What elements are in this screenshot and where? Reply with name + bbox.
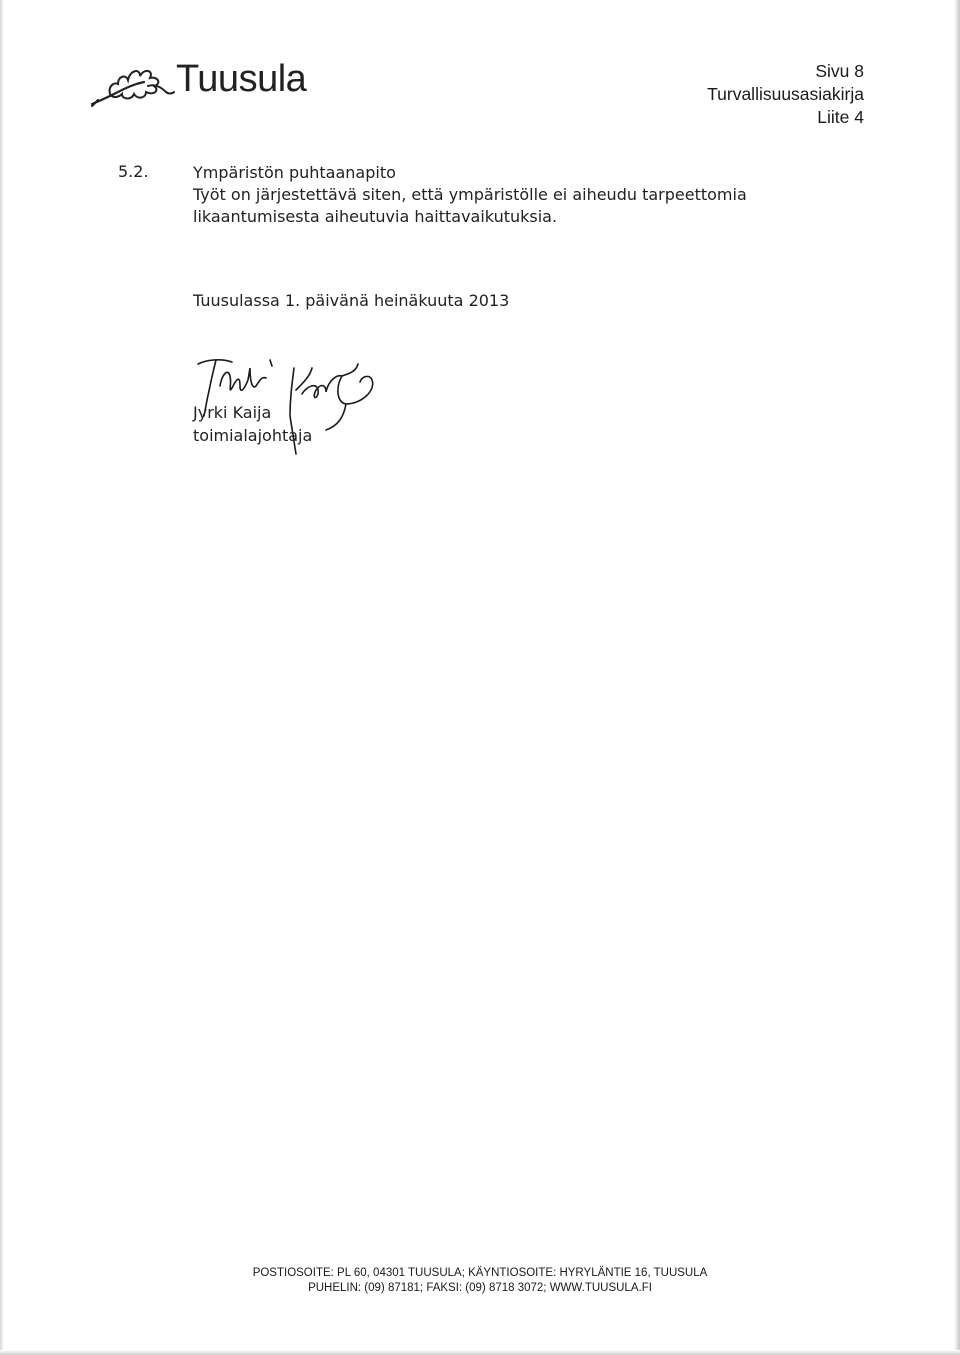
section-text-line: likaantumisesta aiheutuvia haittavaikutuksia.	[193, 207, 558, 226]
logo-wordmark: Tuusula	[176, 58, 307, 100]
footer-contact-line: PUHELIN: (09) 87181; FAKSI: (09) 8718 3072; WWW.TUUSULA.FI	[308, 1282, 652, 1294]
attachment-label: Liite 4	[817, 107, 864, 127]
signer-block	[193, 401, 312, 447]
scan-edge-bottom	[0, 1350, 960, 1355]
signer-name: Jyrki Kaija	[193, 403, 272, 422]
oak-leaf-logo-icon	[88, 56, 178, 112]
footer-address-line: POSTIOSOITE: PL 60, 04301 TUUSULA; KÄYNTIOSOITE: HYRYLÄNTIE 16, TUUSULA	[252, 1267, 708, 1279]
tuusula-logo	[88, 56, 338, 112]
scan-edge-right	[954, 0, 960, 1355]
section-text-line: Työt on järjestettävä siten, että ympäristölle ei aiheudu tarpeettomia	[193, 185, 747, 204]
document-title: Turvallisuusasiakirja	[707, 84, 864, 104]
footer-contact	[150, 1266, 810, 1296]
section-body	[193, 162, 833, 228]
scan-edge-left	[0, 0, 4, 1355]
page-meta	[707, 60, 864, 129]
section-title: Ympäristön puhtaanapito	[193, 163, 396, 182]
page-number: Sivu 8	[815, 61, 864, 81]
signer-title: toimialajohtaja	[193, 426, 313, 445]
section-number: 5.2.	[118, 162, 149, 181]
place-date: Tuusulassa 1. päivänä heinäkuuta 2013	[193, 291, 510, 310]
